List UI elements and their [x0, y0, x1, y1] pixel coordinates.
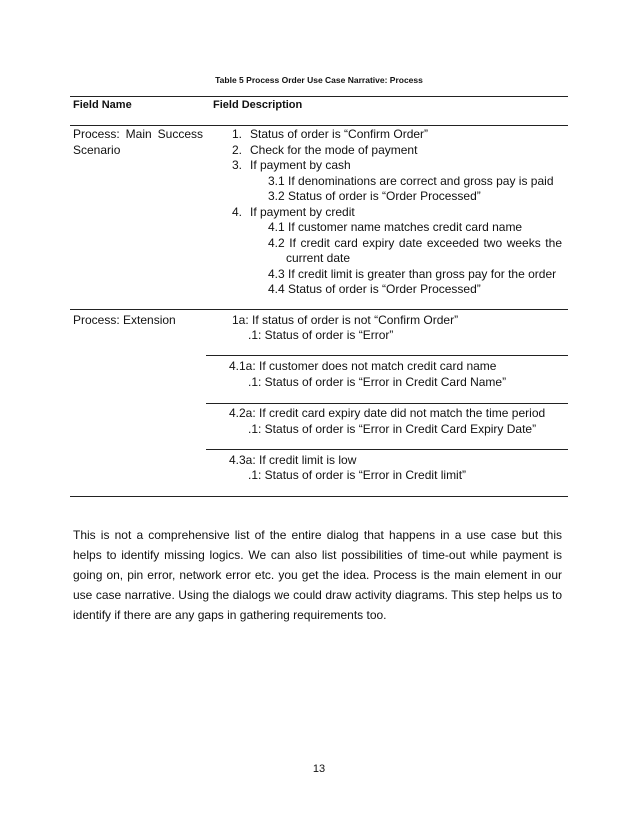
step-3-1: 3.1 If denominations are correct and gross pay is paid: [268, 174, 554, 188]
step-4-3: 4.3 If credit limit is greater than gross pay for the order: [268, 267, 557, 281]
extension-condition: 4.1a: If customer does not match credit card name: [229, 359, 497, 373]
extension-result: .1: Status of order is “Error”: [248, 328, 394, 342]
extension-result: .1: Status of order is “Error in Credit Card Expiry Date”: [248, 422, 537, 436]
page-number: 13: [312, 763, 326, 775]
step-4-4: 4.4 Status of order is “Order Processed”: [268, 282, 481, 296]
step-1: 1. Status of order is “Confirm Order”: [232, 127, 429, 141]
body-paragraph: This is not a comprehensive list of the entire dialog that happens in a use case but this helps to identify missing logics. We can also list possibilities of time-out while payment is going on, pin error, network error etc. you get the idea. Process is the main element in our use case narrative. Using the dialogs we could draw activity diagrams. This step helps us to identify if there are any gaps in gathering requirements too.: [73, 528, 562, 622]
extension-condition: 4.2a: If credit card expiry date did not match the time period: [229, 406, 546, 420]
extension-result: .1: Status of order is “Error in Credit limit”: [248, 468, 467, 482]
header-field-description: Field Description: [213, 99, 303, 111]
step-3-2: 3.2 Status of order is “Order Processed”: [268, 189, 481, 203]
step-4-2: 4.2 If credit card expiry date exceeded two weeks the: [268, 236, 562, 250]
header-field-name: Field Name: [73, 99, 132, 111]
step-3: 3. If payment by cash: [232, 158, 351, 172]
step-4-2-cont: current date: [286, 251, 351, 265]
table-caption: Table 5 Process Order Use Case Narrative: Process: [215, 75, 423, 85]
header-rule: [70, 125, 568, 126]
table-bottom-rule: [70, 496, 568, 497]
extension-divider: [206, 403, 568, 404]
extension-divider: [206, 355, 568, 356]
step-2: 2. Check for the mode of payment: [232, 143, 418, 157]
step-4-1: 4.1 If customer name matches credit card name: [268, 220, 523, 234]
step-4: 4. If payment by credit: [232, 205, 355, 219]
extension-result: .1: Status of order is “Error in Credit Card Name”: [248, 375, 507, 389]
extension-condition: 1a: If status of order is not “Confirm Order”: [232, 313, 459, 327]
extension-field: Process: Extension: [73, 313, 176, 327]
table-top-rule: [70, 96, 568, 97]
row-rule: [70, 309, 568, 310]
main-scenario-field: Process: Main Success Scenario: [73, 127, 203, 157]
extension-condition: 4.3a: If credit limit is low: [229, 453, 357, 467]
extension-divider: [206, 449, 568, 450]
